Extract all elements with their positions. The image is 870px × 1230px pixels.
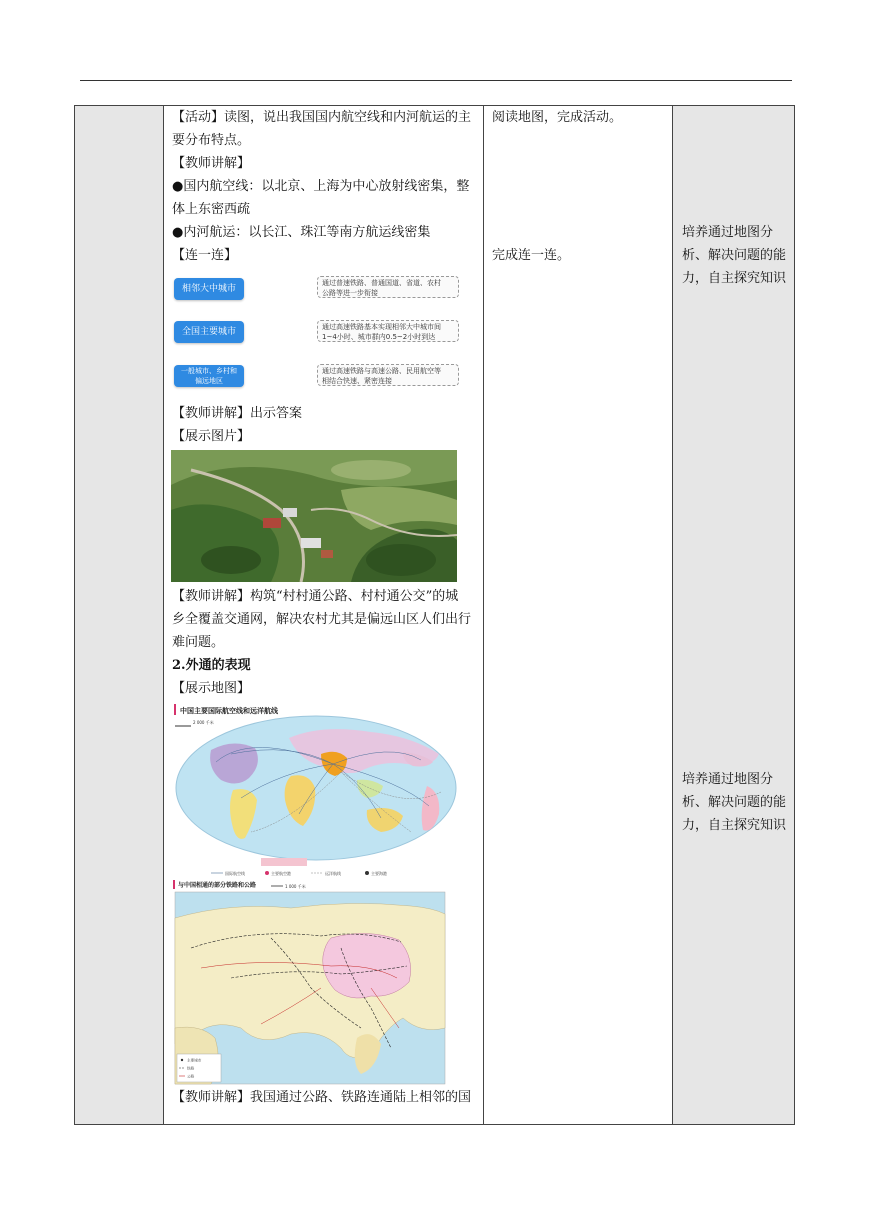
- activity-line-1: 【活动】读图，说出我国国内航空线和内河航运的主: [172, 110, 472, 125]
- rural-line-1: 【教师讲解】构筑“村村通公路、村村通公交”的城: [172, 589, 459, 604]
- map1-legend-airport: 主要航空港: [271, 871, 291, 876]
- activity-line-2: 要分布特点。: [172, 133, 251, 148]
- map1-title: 中国主要国际航空线和远洋航线: [180, 707, 278, 715]
- match-box-2[interactable]: 通过高速铁路基本实现相邻大中城市间 1~4小时、城市群内0.5~2小时到达: [317, 320, 459, 342]
- show-map-heading: 【展示地图】: [172, 681, 251, 696]
- map2-legend-road: 公路: [187, 1074, 195, 1079]
- map1-scale: 2 000 千米: [193, 720, 214, 725]
- match-box-1[interactable]: 通过普速铁路、普通国道、省道、农村 公路等进一步衔接: [317, 276, 459, 298]
- air-route-line-2: 体上东密西疏: [172, 202, 251, 217]
- last-explain-line: 【教师讲解】我国通过公路、铁路连通陆上相邻的国: [172, 1090, 472, 1105]
- map1-legend-port: 主要海港: [371, 871, 387, 876]
- map2-scale: 1 000 千米: [285, 884, 306, 889]
- teacher-explain-heading: 【教师讲解】: [172, 156, 251, 171]
- rural-line-3: 难问题。: [172, 635, 225, 650]
- goal-b-line-1: 培养通过地图分: [682, 772, 774, 787]
- lesson-table: [74, 105, 795, 1125]
- map1-legend-air: 国际航空线: [225, 871, 245, 876]
- map2-legend-city: 主要城市: [187, 1058, 202, 1063]
- international-routes-map: [171, 702, 462, 878]
- map2-legend-rail: 铁路: [187, 1066, 195, 1071]
- map1-legend-ocean: 远洋航线: [325, 871, 341, 876]
- rural-line-2: 乡全覆盖交通网，解决农村尤其是偏远山区人们出行: [172, 612, 472, 627]
- goal-b-line-3: 力，自主探究知识: [682, 818, 787, 833]
- show-picture-heading: 【展示图片】: [172, 429, 251, 444]
- section-heading: 2.外通的表现: [172, 658, 251, 673]
- goal-a-line-1: 培养通过地图分: [682, 225, 774, 240]
- stage-column: [75, 106, 164, 1124]
- read-map-task: 阅读地图，完成活动。: [492, 110, 623, 125]
- header-rule: [80, 80, 792, 81]
- map2-title: 与中国相通的部分铁路和公路: [178, 882, 257, 889]
- match-button-major-cities[interactable]: 全国主要城市: [174, 321, 244, 343]
- finish-connect-task: 完成连一连。: [492, 248, 571, 263]
- match-button-adjacent-cities[interactable]: 相邻大中城市: [174, 278, 244, 300]
- teacher-activity-column: [164, 106, 484, 1124]
- rural-aerial-photo: [171, 450, 457, 582]
- match-button-remote-areas[interactable]: 一般城市、乡村和 偏远地区: [174, 365, 244, 387]
- connect-heading: 【连一连】: [172, 248, 238, 263]
- air-route-line-1: ●国内航空线：以北京、上海为中心放射线密集，整: [172, 179, 470, 194]
- match-box-3[interactable]: 通过高速铁路与高速公路、民用航空等 相结合快速、紧密连接: [317, 364, 459, 386]
- student-activity-column: [484, 106, 673, 1124]
- design-intent-column: [673, 106, 794, 1124]
- answer-line: 【教师讲解】出示答案: [172, 406, 303, 421]
- goal-a-line-3: 力，自主探究知识: [682, 271, 787, 286]
- railway-highway-map: [171, 878, 451, 1088]
- river-route-line: ●内河航运：以长江、珠江等南方航运线密集: [172, 225, 431, 240]
- goal-b-line-2: 析、解决问题的能: [682, 795, 787, 810]
- goal-a-line-2: 析、解决问题的能: [682, 248, 787, 263]
